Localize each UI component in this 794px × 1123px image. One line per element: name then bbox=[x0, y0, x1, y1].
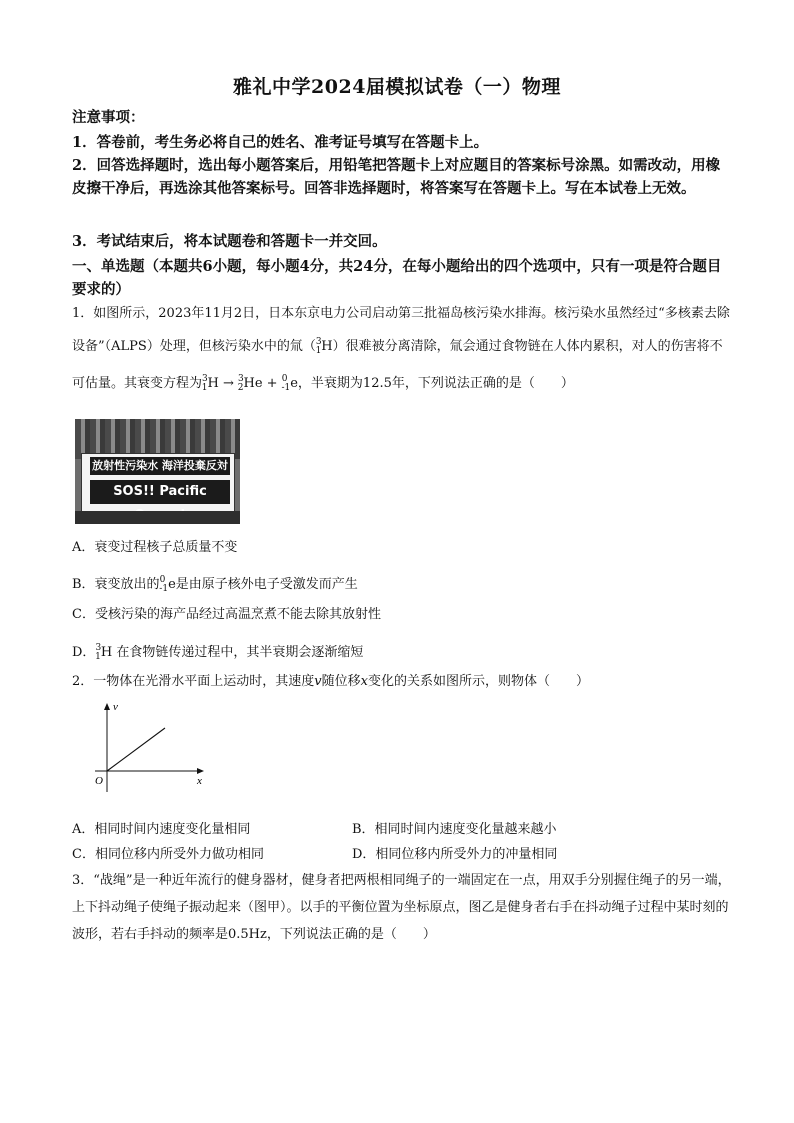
decay-equation: $^3_1$H → $^3_2$He + $^0_{-1}$e bbox=[201, 374, 298, 393]
question-2: 2．一物体在光滑水平面上运动时，其速度v随位移x变化的关系如图所示，则物体（ ） bbox=[72, 674, 590, 689]
page-title: 雅礼中学2024届模拟试卷（一）物理 bbox=[233, 76, 561, 98]
photo-bottom bbox=[75, 511, 240, 524]
y-axis-label: v bbox=[113, 701, 118, 713]
notice-item-3: 3．考试结束后，将本试题卷和答题卡一并交回。 bbox=[72, 233, 387, 250]
v-x-graph bbox=[95, 700, 215, 795]
q1-option-a: A．衰变过程核子总质量不变 bbox=[72, 540, 238, 555]
q1-option-d: D．$^3_1$H 在食物链传递过程中，其半衰期会逐渐缩短 bbox=[72, 643, 364, 662]
q1-text-b: ）很难被分离清除，氚会通过食物链在人体内累积，对人的伤害将不可估量。其衰变方程为 bbox=[72, 339, 723, 391]
notice-heading: 注意事项： bbox=[72, 109, 145, 126]
question-3: 3．“战绳”是一种近年流行的健身器材，健身者把两根相同绳子的一端固定在一点，用双手分别握住绳子的另一端，上下抖动绳子使绳子振动起来（图甲）。以手的平衡位置为坐标原点，图乙是健身者右手在抖动绳子过程中某时刻的波形，若右手抖动的频率是0.5Hz，下列说法正确的是（ ） bbox=[72, 873, 731, 942]
question-1 bbox=[72, 300, 734, 402]
q1-tritium: $^3_1$H bbox=[315, 337, 333, 356]
protest-sign bbox=[81, 453, 235, 513]
v-x-line bbox=[107, 728, 165, 771]
q2-option-b: B．相同时间内速度变化量越来越小 bbox=[352, 822, 557, 837]
protest-photo bbox=[75, 419, 240, 524]
q2-option-a: A．相同时间内速度变化量相同 bbox=[72, 822, 251, 837]
sign-line-1: 放射性污染水 海洋投棄反対 bbox=[90, 457, 230, 475]
q1-text-a: 1．如图所示，2023年11月2日，日本东京电力公司启动第三批福岛核污染水排海。核污染水虽然经过“多核素去除设备”（ALPS）处理，但核污染水中的氚（ bbox=[72, 306, 730, 354]
sign-line-2: SOS!! Pacific bbox=[90, 480, 230, 504]
q1-option-b: B．衰变放出的$^0_{-1}$e是由原子核外电子受激发而产生 bbox=[72, 575, 358, 594]
notice-item-1: 1．答卷前，考生务必将自己的姓名、准考证号填写在答题卡上。 bbox=[72, 134, 489, 151]
q2-option-d: D．相同位移内所受外力的冲量相同 bbox=[352, 847, 558, 862]
q1-option-c: C．受核污染的海产品经过高温烹煮不能去除其放射性 bbox=[72, 607, 381, 622]
section-heading: 一、单选题（本题共6小题，每小题4分，共24分，在每小题给出的四个选项中，只有一项是符合题目要求的） bbox=[72, 258, 722, 298]
q1-text-c: ，半衰期为12.5年，下列说法正确的是（ ） bbox=[297, 376, 574, 391]
notice-item-2: 2．回答选择题时，选出每小题答案后，用铅笔把答题卡上对应题目的答案标号涂黑。如需改动，用橡皮擦干净后，再选涂其他答案标号。回答非选择题时，将答案写在答题卡上。写在本试卷上无效。 bbox=[72, 157, 721, 197]
origin-label: O bbox=[95, 775, 103, 787]
x-axis-label: x bbox=[197, 775, 202, 787]
q2-option-c: C．相同位移内所受外力做功相同 bbox=[72, 847, 264, 862]
